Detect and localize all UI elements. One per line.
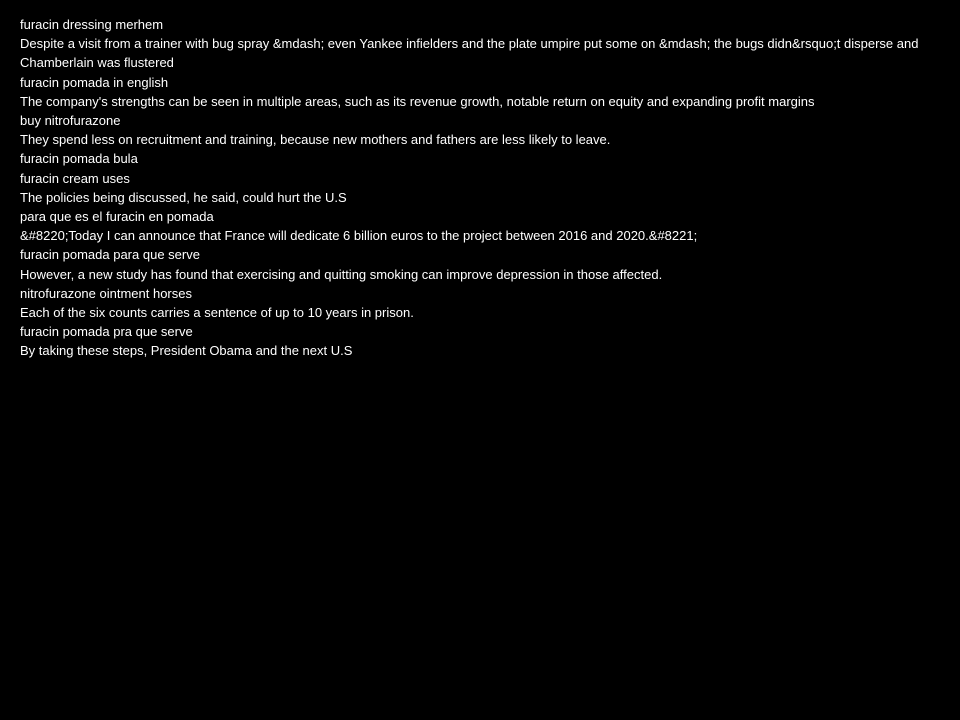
text-line: furacin pomada pra que serve	[20, 324, 193, 340]
text-content	[20, 15, 940, 361]
text-line: &#8220;Today I can announce that France will dedicate 6 billion euros to the project between 2016 and 2020.&#8221;	[20, 228, 698, 244]
text-line: furacin pomada in english	[20, 74, 169, 90]
text-line: However, a new study has found that exercising and quitting smoking can improve depression in those affected.	[20, 266, 663, 282]
text-line: By taking these steps, President Obama and the next U.S	[20, 343, 353, 359]
text-line: furacin pomada para que serve	[20, 247, 200, 263]
text-line: They spend less on recruitment and training, because new mothers and fathers are less likely to leave.	[20, 132, 611, 148]
text-line: furacin pomada bula	[20, 151, 138, 167]
text-line: furacin cream uses	[20, 170, 130, 186]
text-line: The policies being discussed, he said, could hurt the U.S	[20, 189, 347, 205]
text-line: Despite a visit from a trainer with bug spray &mdash; even Yankee infielders and the plate umpire put some on &mdash; the bugs didn&rsquo;t disperse and Chamberlain was flustered	[20, 36, 919, 71]
text-line: Each of the six counts carries a sentence of up to 10 years in prison.	[20, 305, 414, 321]
text-line: nitrofurazone ointment horses	[20, 285, 192, 301]
text-line: furacin dressing merhem	[20, 17, 164, 32]
text-line: buy nitrofurazone	[20, 113, 121, 129]
text-line: para que es el furacin en pomada	[20, 209, 214, 225]
text-line: The company's strengths can be seen in multiple areas, such as its revenue growth, notable return on equity and expanding profit margins	[20, 93, 815, 109]
